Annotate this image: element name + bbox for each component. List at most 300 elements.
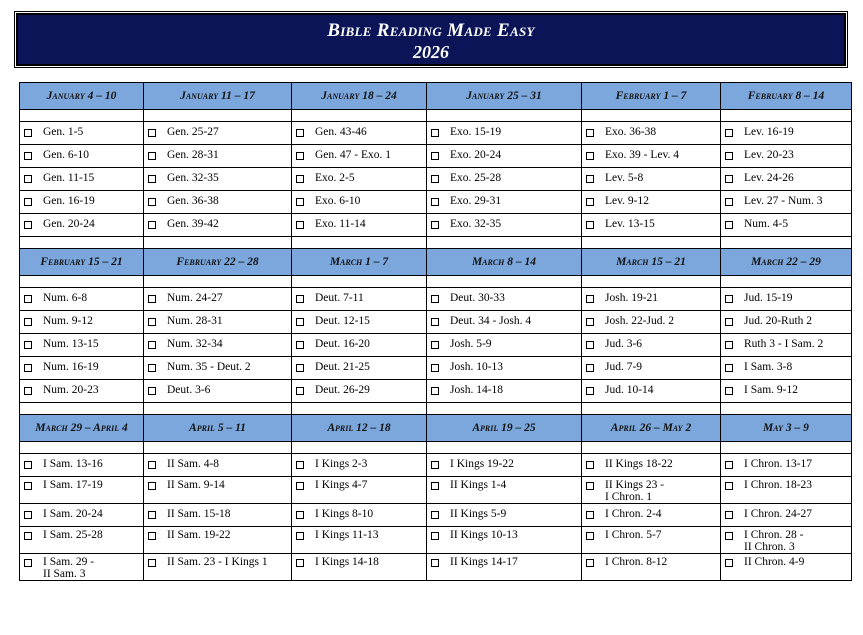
reading-cell[interactable] (20, 527, 144, 554)
checkbox-icon[interactable] (725, 129, 733, 137)
reading-label: Deut. 12-15 (315, 315, 370, 327)
reading-cell[interactable] (144, 380, 292, 403)
reading-cell[interactable] (292, 527, 427, 554)
reading-cell[interactable] (721, 191, 852, 214)
reading-label: Deut. 16-20 (315, 338, 370, 350)
reading-row (20, 145, 852, 168)
spacer-cell (144, 110, 292, 122)
checkbox-icon[interactable] (24, 295, 32, 303)
week-header: February 1 – 7 (582, 83, 721, 110)
reading-label: Jud. 3-6 (605, 338, 643, 350)
reading-cell[interactable] (582, 288, 721, 311)
reading-label: I Sam. 25-28 (43, 529, 103, 541)
reading-cell[interactable] (144, 334, 292, 357)
checkbox-icon[interactable] (148, 175, 156, 183)
reading-cell[interactable] (144, 168, 292, 191)
reading-cell[interactable] (427, 504, 582, 527)
checkbox-icon[interactable] (725, 461, 733, 469)
reading-cell[interactable] (20, 288, 144, 311)
checkbox-icon[interactable] (431, 221, 439, 229)
reading-label: I Sam. 13-16 (43, 458, 103, 470)
checkbox-icon[interactable] (586, 532, 594, 540)
spacer-cell (427, 110, 582, 122)
spacer-cell (721, 110, 852, 122)
page-year: 2026 (413, 42, 449, 62)
reading-row (20, 477, 852, 504)
reading-cell[interactable] (20, 214, 144, 237)
spacer-cell (292, 110, 427, 122)
reading-label: Josh. 22-Jud. 2 (605, 315, 675, 327)
checkbox-icon[interactable] (296, 387, 304, 395)
checkbox-icon[interactable] (296, 175, 304, 183)
reading-row (20, 214, 852, 237)
reading-cell[interactable] (427, 311, 582, 334)
checkbox-icon[interactable] (725, 295, 733, 303)
reading-label: II Kings 18-22 (605, 458, 673, 470)
checkbox-icon[interactable] (148, 221, 156, 229)
reading-label: Deut. 3-6 (167, 384, 211, 396)
reading-cell[interactable] (20, 145, 144, 168)
week-header: February 15 – 21 (20, 249, 144, 276)
reading-label: II Sam. 23 - I Kings 1 (167, 556, 268, 568)
reading-cell[interactable] (144, 357, 292, 380)
checkbox-icon[interactable] (148, 198, 156, 206)
checkbox-icon[interactable] (296, 198, 304, 206)
checkbox-icon[interactable] (24, 341, 32, 349)
spacer-cell (144, 237, 292, 249)
checkbox-icon[interactable] (431, 152, 439, 160)
reading-cell[interactable] (20, 504, 144, 527)
reading-cell[interactable] (582, 554, 721, 581)
reading-cell[interactable] (292, 122, 427, 145)
reading-cell[interactable] (721, 454, 852, 477)
checkbox-icon[interactable] (431, 559, 439, 567)
reading-cell[interactable] (721, 504, 852, 527)
checkbox-icon[interactable] (586, 221, 594, 229)
reading-cell[interactable] (292, 554, 427, 581)
checkbox-icon[interactable] (24, 461, 32, 469)
reading-row (20, 504, 852, 527)
page-title: Bible Reading Made Easy (327, 20, 535, 41)
reading-cell[interactable] (20, 311, 144, 334)
checkbox-icon[interactable] (24, 482, 32, 490)
reading-label: Deut. 30-33 (450, 292, 505, 304)
reading-cell[interactable] (144, 122, 292, 145)
reading-cell[interactable] (721, 145, 852, 168)
reading-cell[interactable] (582, 454, 721, 477)
reading-label: I Kings 11-13 (315, 529, 379, 541)
week-header: February 8 – 14 (721, 83, 852, 110)
reading-cell[interactable] (721, 334, 852, 357)
reading-row (20, 334, 852, 357)
checkbox-icon[interactable] (148, 461, 156, 469)
week-header: April 19 – 25 (427, 415, 582, 442)
reading-cell[interactable] (427, 380, 582, 403)
checkbox-icon[interactable] (725, 175, 733, 183)
reading-cell[interactable] (582, 357, 721, 380)
reading-cell[interactable] (582, 477, 721, 504)
spacer-cell (292, 276, 427, 288)
reading-cell[interactable] (582, 527, 721, 554)
reading-label: II Kings 10-13 (450, 529, 518, 541)
reading-cell[interactable] (292, 454, 427, 477)
reading-cell[interactable] (292, 191, 427, 214)
week-header-row (20, 83, 852, 110)
spacer-cell (427, 237, 582, 249)
checkbox-icon[interactable] (586, 295, 594, 303)
reading-label: I Sam. 29 - II Sam. 3 (43, 556, 95, 580)
reading-label: II Sam. 15-18 (167, 508, 231, 520)
reading-label: Num. 13-15 (43, 338, 99, 350)
reading-label: Num. 6-8 (43, 292, 88, 304)
reading-label: Josh. 5-9 (450, 338, 492, 350)
week-header: April 12 – 18 (292, 415, 427, 442)
checkbox-icon[interactable] (725, 318, 733, 326)
checkbox-icon[interactable] (24, 511, 32, 519)
week-header: April 26 – May 2 (582, 415, 721, 442)
spacer-cell (721, 403, 852, 415)
checkbox-icon[interactable] (725, 532, 733, 540)
reading-label: Deut. 21-25 (315, 361, 370, 373)
checkbox-icon[interactable] (296, 129, 304, 137)
reading-label: I Kings 2-3 (315, 458, 368, 470)
reading-label: II Kings 14-17 (450, 556, 518, 568)
checkbox-icon[interactable] (431, 461, 439, 469)
reading-label: I Chron. 24-27 (744, 508, 813, 520)
checkbox-icon[interactable] (586, 152, 594, 160)
checkbox-icon[interactable] (431, 511, 439, 519)
week-header: March 1 – 7 (292, 249, 427, 276)
week-header: April 5 – 11 (144, 415, 292, 442)
reading-cell[interactable] (292, 311, 427, 334)
reading-cell[interactable] (292, 357, 427, 380)
checkbox-icon[interactable] (148, 341, 156, 349)
checkbox-icon[interactable] (725, 364, 733, 372)
reading-label: Josh. 10-13 (450, 361, 504, 373)
reading-cell[interactable] (427, 334, 582, 357)
reading-cell[interactable] (144, 191, 292, 214)
reading-cell[interactable] (144, 288, 292, 311)
checkbox-icon[interactable] (24, 387, 32, 395)
week-header: January 11 – 17 (144, 83, 292, 110)
reading-label: Num. 32-34 (167, 338, 223, 350)
reading-label: Exo. 32-35 (450, 218, 502, 230)
spacer-row (20, 276, 852, 288)
checkbox-icon[interactable] (296, 152, 304, 160)
reading-cell[interactable] (427, 122, 582, 145)
reading-cell[interactable] (582, 504, 721, 527)
checkbox-icon[interactable] (586, 175, 594, 183)
spacer-cell (20, 237, 144, 249)
reading-label: Exo. 20-24 (450, 149, 502, 161)
reading-cell[interactable] (721, 122, 852, 145)
week-header: March 29 – April 4 (20, 415, 144, 442)
reading-cell[interactable] (292, 214, 427, 237)
checkbox-icon[interactable] (148, 364, 156, 372)
reading-cell[interactable] (20, 554, 144, 581)
checkbox-icon[interactable] (725, 152, 733, 160)
reading-cell[interactable] (721, 214, 852, 237)
reading-label: Num. 16-19 (43, 361, 99, 373)
reading-label: I Sam. 20-24 (43, 508, 103, 520)
reading-label: Josh. 19-21 (605, 292, 659, 304)
checkbox-icon[interactable] (431, 364, 439, 372)
reading-label: II Chron. 4-9 (744, 556, 805, 568)
reading-label: Gen. 43-46 (315, 126, 367, 138)
reading-cell[interactable] (427, 357, 582, 380)
reading-label: Gen. 1-5 (43, 126, 84, 138)
reading-label: Exo. 36-38 (605, 126, 657, 138)
checkbox-icon[interactable] (296, 221, 304, 229)
checkbox-icon[interactable] (296, 364, 304, 372)
checkbox-icon[interactable] (296, 559, 304, 567)
reading-cell[interactable] (20, 454, 144, 477)
checkbox-icon[interactable] (431, 341, 439, 349)
spacer-cell (427, 403, 582, 415)
reading-schedule-table (19, 82, 852, 581)
checkbox-icon[interactable] (148, 482, 156, 490)
reading-label: I Sam. 3-8 (744, 361, 793, 373)
reading-label: Num. 9-12 (43, 315, 93, 327)
spacer-cell (20, 276, 144, 288)
spacer-cell (582, 237, 721, 249)
reading-cell[interactable] (427, 477, 582, 504)
reading-cell[interactable] (721, 168, 852, 191)
reading-cell[interactable] (20, 334, 144, 357)
reading-cell[interactable] (427, 168, 582, 191)
checkbox-icon[interactable] (725, 341, 733, 349)
reading-label: Exo. 39 - Lev. 4 (605, 149, 679, 161)
reading-cell[interactable] (582, 145, 721, 168)
checkbox-icon[interactable] (586, 482, 594, 490)
reading-row (20, 168, 852, 191)
checkbox-icon[interactable] (148, 152, 156, 160)
checkbox-icon[interactable] (296, 511, 304, 519)
checkbox-icon[interactable] (586, 511, 594, 519)
reading-label: I Kings 19-22 (450, 458, 514, 470)
checkbox-icon[interactable] (148, 129, 156, 137)
week-header: February 22 – 28 (144, 249, 292, 276)
reading-cell[interactable] (144, 311, 292, 334)
checkbox-icon[interactable] (586, 559, 594, 567)
spacer-cell (144, 276, 292, 288)
checkbox-icon[interactable] (148, 532, 156, 540)
checkbox-icon[interactable] (148, 559, 156, 567)
reading-label: II Sam. 9-14 (167, 479, 225, 491)
reading-cell[interactable] (721, 527, 852, 554)
reading-cell[interactable] (582, 168, 721, 191)
checkbox-icon[interactable] (24, 318, 32, 326)
checkbox-icon[interactable] (296, 295, 304, 303)
checkbox-icon[interactable] (725, 198, 733, 206)
reading-label: Gen. 47 - Exo. 1 (315, 149, 392, 161)
checkbox-icon[interactable] (296, 482, 304, 490)
reading-row (20, 527, 852, 554)
reading-cell[interactable] (582, 214, 721, 237)
reading-cell[interactable] (20, 191, 144, 214)
spacer-cell (721, 276, 852, 288)
reading-cell[interactable] (427, 145, 582, 168)
reading-label: II Sam. 19-22 (167, 529, 231, 541)
checkbox-icon[interactable] (296, 532, 304, 540)
reading-cell[interactable] (582, 122, 721, 145)
spacer-cell (427, 442, 582, 454)
reading-label: Num. 4-5 (744, 218, 789, 230)
spacer-cell (20, 403, 144, 415)
reading-cell[interactable] (144, 477, 292, 504)
checkbox-icon[interactable] (586, 461, 594, 469)
checkbox-icon[interactable] (296, 318, 304, 326)
checkbox-icon[interactable] (24, 152, 32, 160)
checkbox-icon[interactable] (148, 387, 156, 395)
checkbox-icon[interactable] (586, 364, 594, 372)
reading-cell[interactable] (427, 454, 582, 477)
spacer-cell (582, 442, 721, 454)
checkbox-icon[interactable] (148, 318, 156, 326)
checkbox-icon[interactable] (431, 387, 439, 395)
checkbox-icon[interactable] (24, 221, 32, 229)
reading-cell[interactable] (292, 334, 427, 357)
reading-cell[interactable] (20, 380, 144, 403)
checkbox-icon[interactable] (431, 198, 439, 206)
reading-cell[interactable] (20, 357, 144, 380)
week-header: January 4 – 10 (20, 83, 144, 110)
reading-cell[interactable] (144, 504, 292, 527)
checkbox-icon[interactable] (24, 364, 32, 372)
reading-cell[interactable] (144, 454, 292, 477)
spacer-cell (20, 442, 144, 454)
reading-label: II Kings 5-9 (450, 508, 507, 520)
checkbox-icon[interactable] (586, 129, 594, 137)
week-header-row (20, 415, 852, 442)
checkbox-icon[interactable] (586, 341, 594, 349)
reading-label: Lev. 9-12 (605, 195, 649, 207)
reading-row (20, 380, 852, 403)
spacer-row (20, 442, 852, 454)
checkbox-icon[interactable] (296, 341, 304, 349)
week-header: January 25 – 31 (427, 83, 582, 110)
reading-cell[interactable] (292, 168, 427, 191)
reading-label: Gen. 32-35 (167, 172, 219, 184)
reading-cell[interactable] (292, 504, 427, 527)
reading-label: Exo. 2-5 (315, 172, 355, 184)
reading-cell[interactable] (292, 145, 427, 168)
checkbox-icon[interactable] (24, 175, 32, 183)
reading-cell[interactable] (721, 357, 852, 380)
checkbox-icon[interactable] (24, 198, 32, 206)
reading-label: Lev. 24-26 (744, 172, 794, 184)
reading-cell[interactable] (20, 122, 144, 145)
reading-label: Ruth 3 - I Sam. 2 (744, 338, 824, 350)
reading-label: II Kings 23 - I Chron. 1 (605, 479, 665, 503)
week-header: March 15 – 21 (582, 249, 721, 276)
reading-cell[interactable] (721, 311, 852, 334)
checkbox-icon[interactable] (725, 511, 733, 519)
reading-label: Gen. 25-27 (167, 126, 219, 138)
checkbox-icon[interactable] (24, 532, 32, 540)
reading-label: I Kings 8-10 (315, 508, 374, 520)
reading-cell[interactable] (427, 527, 582, 554)
reading-cell[interactable] (292, 380, 427, 403)
reading-cell[interactable] (721, 288, 852, 311)
reading-label: II Kings 1-4 (450, 479, 507, 491)
spacer-row (20, 403, 852, 415)
checkbox-icon[interactable] (148, 295, 156, 303)
reading-label: Gen. 16-19 (43, 195, 95, 207)
reading-cell[interactable] (144, 527, 292, 554)
spacer-cell (292, 237, 427, 249)
reading-label: II Sam. 4-8 (167, 458, 220, 470)
checkbox-icon[interactable] (24, 129, 32, 137)
spacer-cell (292, 403, 427, 415)
checkbox-icon[interactable] (431, 318, 439, 326)
checkbox-icon[interactable] (725, 387, 733, 395)
checkbox-icon[interactable] (431, 129, 439, 137)
checkbox-icon[interactable] (586, 318, 594, 326)
reading-cell[interactable] (427, 191, 582, 214)
reading-cell[interactable] (582, 380, 721, 403)
reading-label: Jud. 7-9 (605, 361, 643, 373)
checkbox-icon[interactable] (24, 559, 32, 567)
checkbox-icon[interactable] (725, 559, 733, 567)
checkbox-icon[interactable] (431, 482, 439, 490)
reading-cell[interactable] (20, 168, 144, 191)
reading-cell[interactable] (582, 311, 721, 334)
reading-cell[interactable] (292, 477, 427, 504)
week-header-row (20, 249, 852, 276)
reading-label: I Chron. 8-12 (605, 556, 668, 568)
title-banner (16, 13, 846, 66)
reading-label: Josh. 14-18 (450, 384, 504, 396)
reading-cell[interactable] (582, 334, 721, 357)
reading-label: Deut. 34 - Josh. 4 (450, 315, 532, 327)
reading-cell[interactable] (427, 288, 582, 311)
reading-cell[interactable] (721, 554, 852, 581)
reading-label: Num. 20-23 (43, 384, 99, 396)
week-header: March 8 – 14 (427, 249, 582, 276)
reading-label: I Sam. 9-12 (744, 384, 798, 396)
checkbox-icon[interactable] (296, 461, 304, 469)
checkbox-icon[interactable] (148, 511, 156, 519)
reading-label: Jud. 20-Ruth 2 (744, 315, 813, 327)
reading-label: Num. 35 - Deut. 2 (167, 361, 251, 373)
checkbox-icon[interactable] (431, 175, 439, 183)
checkbox-icon[interactable] (586, 387, 594, 395)
reading-cell[interactable] (721, 477, 852, 504)
reading-label: Gen. 11-15 (43, 172, 95, 184)
reading-row (20, 191, 852, 214)
reading-cell[interactable] (144, 145, 292, 168)
reading-label: I Sam. 17-19 (43, 479, 103, 491)
reading-cell[interactable] (144, 214, 292, 237)
reading-label: Lev. 20-23 (744, 149, 794, 161)
week-header: January 18 – 24 (292, 83, 427, 110)
reading-label: Jud. 15-19 (744, 292, 793, 304)
spacer-cell (144, 442, 292, 454)
checkbox-icon[interactable] (431, 532, 439, 540)
checkbox-icon[interactable] (725, 221, 733, 229)
reading-cell[interactable] (292, 288, 427, 311)
reading-cell[interactable] (144, 554, 292, 581)
reading-cell[interactable] (582, 191, 721, 214)
checkbox-icon[interactable] (586, 198, 594, 206)
checkbox-icon[interactable] (431, 295, 439, 303)
reading-cell[interactable] (427, 554, 582, 581)
reading-cell[interactable] (427, 214, 582, 237)
reading-cell[interactable] (20, 477, 144, 504)
checkbox-icon[interactable] (725, 482, 733, 490)
reading-cell[interactable] (721, 380, 852, 403)
